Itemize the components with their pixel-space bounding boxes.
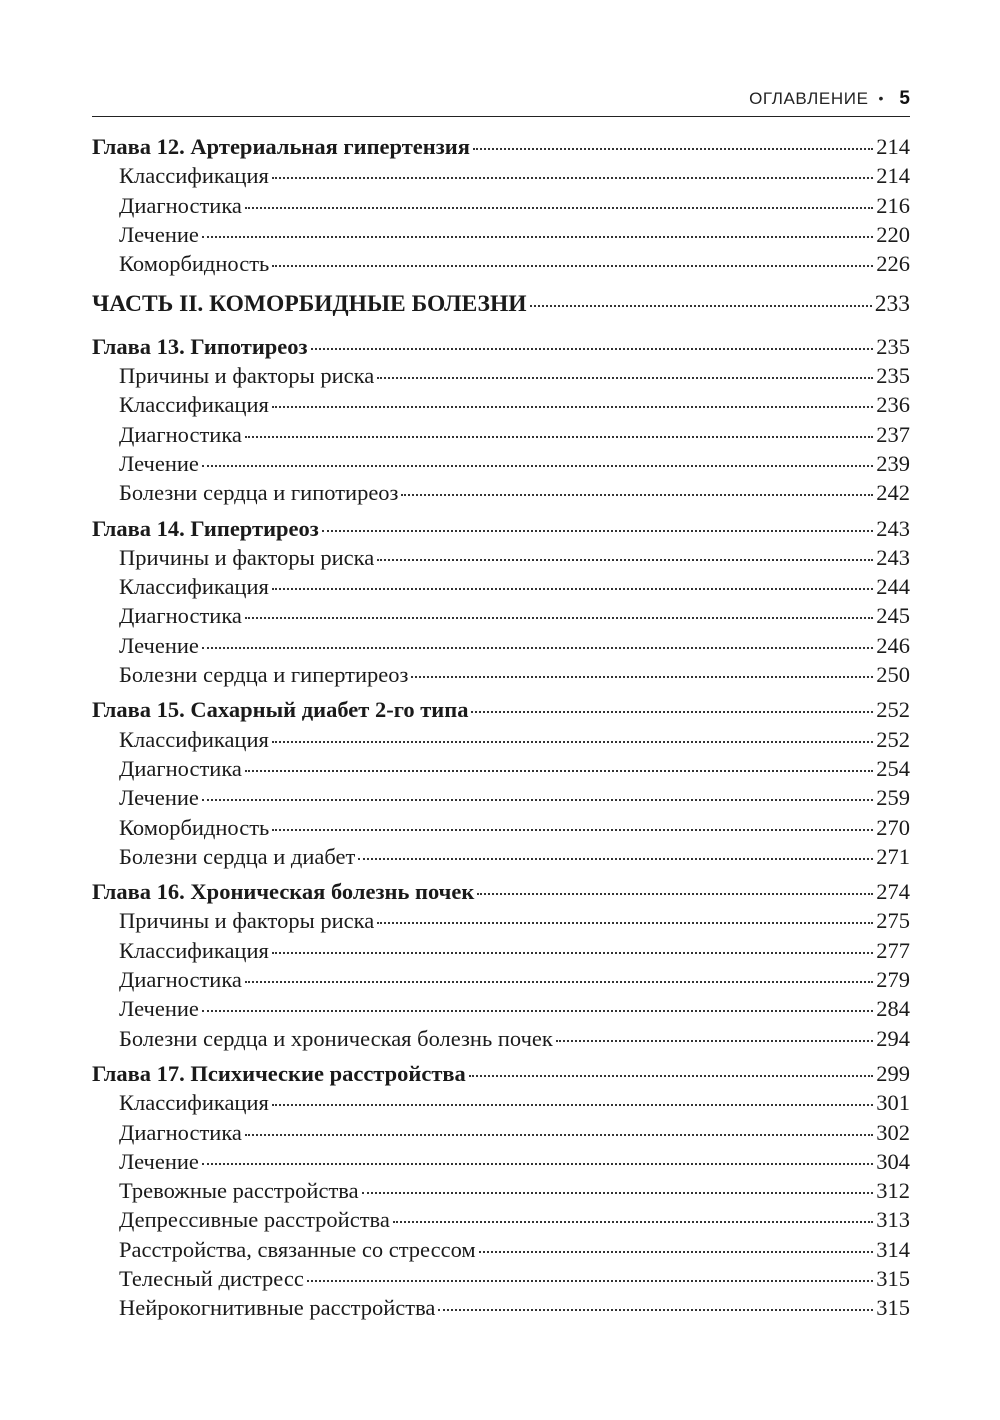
toc-entry-title: Классификация [119,1090,269,1116]
toc-section[interactable] [92,543,910,572]
running-header-title: ОГЛАВЛЕНИЕ [749,89,869,108]
toc-entry-title: Глава 17. Психические расстройства [92,1060,466,1086]
toc-entry-title: Классификация [119,163,269,189]
dot-leader [307,1280,873,1282]
toc-entry-page: 214 [876,134,910,159]
toc-entry-title: Причины и факторы риска [119,908,375,934]
toc-chapter-14[interactable] [92,514,910,543]
dot-leader [245,981,873,983]
toc-section[interactable] [92,842,910,871]
toc-entry-title: Глава 15. Сахарный диабет 2-го типа [92,697,469,723]
toc-entry-title: Классификация [119,726,269,752]
dot-leader [272,829,873,831]
dot-leader [469,1075,873,1077]
toc-entry-page: 315 [876,1295,910,1321]
toc-section[interactable] [92,220,910,249]
toc-entry-title: Глава 13. Гипотиреоз [92,333,308,359]
dot-leader [202,1163,873,1165]
toc-section[interactable] [92,449,910,478]
toc-section[interactable] [92,813,910,842]
toc-entry-page: 237 [876,421,910,447]
toc-entry-title: Нейрокогнитивные расстройства [119,1295,436,1321]
toc-entry-title: Коморбидность [119,251,270,277]
toc-chapter-16[interactable] [92,877,910,906]
dot-leader [471,711,873,713]
dot-leader [322,530,873,532]
toc-entry-page: 313 [876,1207,910,1233]
toc-entry-title: Болезни сердца и гипотиреоз [119,480,399,506]
bullet-separator: • [878,90,884,106]
toc-entry-page: 252 [876,697,910,723]
toc-section[interactable] [92,725,910,754]
toc-entry-title: Болезни сердца и хроническая болезнь почек [119,1025,553,1051]
toc-section[interactable] [92,1147,910,1176]
dot-leader [245,617,873,619]
toc-section[interactable] [92,783,910,812]
toc-entry-page: 254 [876,755,910,781]
toc-entry-title: Диагностика [119,421,242,447]
toc-section[interactable] [92,361,910,390]
toc-section[interactable] [92,390,910,419]
dot-leader [272,1104,873,1106]
toc-chapter-13[interactable] [92,332,910,361]
toc-section[interactable] [92,478,910,507]
toc-entry-page: 315 [876,1265,910,1291]
toc-section[interactable] [92,420,910,449]
toc-entry-title: Тревожные расстройства [119,1178,359,1204]
toc-section[interactable] [92,1088,910,1117]
toc-section[interactable] [92,191,910,220]
toc-entry-page: 239 [876,450,910,476]
toc-section[interactable] [92,1024,910,1053]
dot-leader [245,436,873,438]
running-header [92,88,910,117]
dot-leader [479,1251,874,1253]
toc-entry-page: 235 [876,363,910,389]
toc-entry-page: 271 [876,843,910,869]
toc-entry-title: Причины и факторы риска [119,363,375,389]
toc-entry-title: Лечение [119,450,199,476]
toc-entry-page: 246 [876,632,910,658]
toc-section[interactable] [92,631,910,660]
toc-entry-title: Глава 16. Хроническая болезнь почек [92,879,475,905]
table-of-contents [92,132,910,1323]
dot-leader [438,1309,873,1311]
toc-entry-title: Глава 14. Гипертиреоз [92,515,319,541]
toc-section[interactable] [92,601,910,630]
toc-entry-page: 279 [876,967,910,993]
toc-entry-page: 275 [876,908,910,934]
toc-entry-page: 220 [876,221,910,247]
toc-section[interactable] [92,754,910,783]
toc-entry-page: 270 [876,814,910,840]
dot-leader [530,305,872,307]
toc-entry-title: Депрессивные расстройства [119,1207,390,1233]
toc-entry-title: Лечение [119,632,199,658]
page-number: 5 [899,88,910,109]
toc-entry-page: 312 [876,1178,910,1204]
dot-leader [477,893,873,895]
toc-section[interactable] [92,161,910,190]
running-header-right [749,88,910,110]
toc-section[interactable] [92,1235,910,1264]
toc-entry-page: 233 [874,291,910,318]
toc-entry-page: 243 [876,544,910,570]
toc-section[interactable] [92,1293,910,1322]
dot-leader [362,1192,874,1194]
toc-section[interactable] [92,1264,910,1293]
toc-section[interactable] [92,936,910,965]
toc-entry-page: 294 [876,1025,910,1051]
toc-entry-page: 214 [876,163,910,189]
toc-entry-title: Лечение [119,1148,199,1174]
dot-leader [311,348,874,350]
toc-entry-page: 284 [876,996,910,1022]
toc-entry-page: 244 [876,574,910,600]
toc-entry-title: Болезни сердца и гипертиреоз [119,662,409,688]
toc-entry-page: 226 [876,251,910,277]
dot-leader [245,770,873,772]
toc-entry-title: ЧАСТЬ II. КОМОРБИДНЫЕ БОЛЕЗНИ [92,291,527,318]
dot-leader [272,177,873,179]
dot-leader [377,559,873,561]
dot-leader [358,858,873,860]
toc-entry-page: 236 [876,392,910,418]
toc-entry-title: Диагностика [119,967,242,993]
dot-leader [245,1134,873,1136]
toc-entry-page: 304 [876,1148,910,1174]
toc-section[interactable] [92,994,910,1023]
toc-section[interactable] [92,906,910,935]
toc-entry-title: Классификация [119,937,269,963]
toc-entry-page: 235 [876,333,910,359]
toc-chapter-15[interactable] [92,695,910,724]
toc-entry-title: Диагностика [119,192,242,218]
toc-part-2[interactable] [92,290,910,319]
toc-section[interactable] [92,572,910,601]
toc-section[interactable] [92,1118,910,1147]
toc-entry-title: Лечение [119,996,199,1022]
toc-entry-page: 216 [876,192,910,218]
dot-leader [272,265,873,267]
dot-leader [411,676,873,678]
toc-section[interactable] [92,249,910,278]
toc-entry-page: 277 [876,937,910,963]
toc-entry-page: 274 [876,879,910,905]
toc-entry-title: Классификация [119,574,269,600]
dot-leader [202,236,873,238]
toc-entry-page: 242 [876,480,910,506]
toc-entry-page: 259 [876,785,910,811]
dot-leader [556,1040,873,1042]
dot-leader [202,647,873,649]
dot-leader [272,406,873,408]
toc-section[interactable] [92,1205,910,1234]
toc-section[interactable] [92,965,910,994]
dot-leader [272,741,873,743]
toc-entry-page: 301 [876,1090,910,1116]
dot-leader [377,377,873,379]
toc-entry-page: 245 [876,603,910,629]
dot-leader [202,799,873,801]
toc-entry-title: Коморбидность [119,814,270,840]
toc-entry-title: Причины и факторы риска [119,544,375,570]
toc-chapter-17[interactable] [92,1059,910,1088]
dot-leader [393,1221,873,1223]
toc-entry-title: Лечение [119,785,199,811]
dot-leader [202,1010,873,1012]
toc-entry-title: Диагностика [119,1119,242,1145]
toc-entry-title: Диагностика [119,755,242,781]
toc-chapter-12[interactable] [92,132,910,161]
dot-leader [245,207,873,209]
toc-entry-page: 243 [876,515,910,541]
dot-leader [272,952,873,954]
toc-entry-title: Болезни сердца и диабет [119,843,356,869]
toc-entry-title: Диагностика [119,603,242,629]
toc-entry-page: 314 [876,1236,910,1262]
toc-entry-page: 302 [876,1119,910,1145]
dot-leader [272,588,873,590]
dot-leader [202,465,873,467]
toc-entry-title: Классификация [119,392,269,418]
toc-entry-title: Лечение [119,221,199,247]
dot-leader [377,922,873,924]
dot-leader [401,494,873,496]
toc-entry-title: Телесный дистресс [119,1265,304,1291]
toc-section[interactable] [92,660,910,689]
toc-entry-title: Расстройства, связанные со стрессом [119,1236,476,1262]
toc-entry-page: 299 [876,1060,910,1086]
toc-section[interactable] [92,1176,910,1205]
toc-entry-page: 252 [876,726,910,752]
toc-entry-title: Глава 12. Артериальная гипертензия [92,134,470,159]
toc-entry-page: 250 [876,662,910,688]
dot-leader [473,148,873,150]
